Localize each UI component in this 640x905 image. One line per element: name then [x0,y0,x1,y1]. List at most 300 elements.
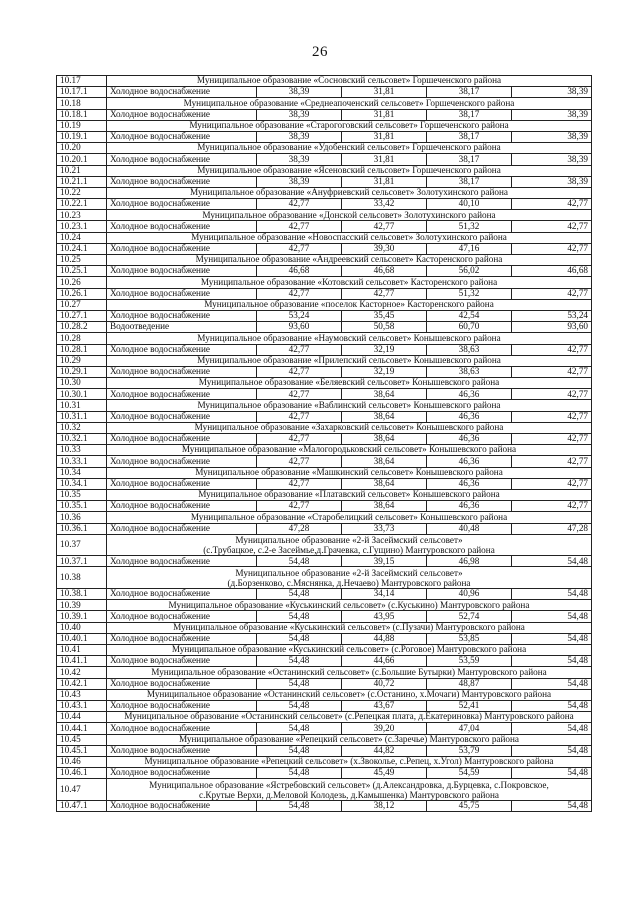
tariff-value: 51,32 [427,221,512,232]
tariff-row [57,310,592,321]
tariff-value: 54,48 [512,678,592,689]
tariff-row [57,656,592,667]
row-number: 10.19.1 [57,131,107,142]
municipality-name [107,422,592,433]
municipality-name [107,689,592,700]
service-name: Холодное водоснабжение [107,768,257,779]
municipality-name-line: Муниципальное образование «Среднеапоченский сельсовет» Горшеченского района [183,97,515,108]
tariff-value: 54,48 [257,678,342,689]
municipality-name-line: Муниципальное образование «Куськинский сельсовет» (с.Пузачи) Мантуровского района [173,622,525,632]
tariff-row [57,501,592,512]
municipality-name [107,512,592,523]
tariff-value: 48,87 [427,678,512,689]
municipality-name [107,299,592,310]
municipality-name-line: (с.Трубацкое, с.2-е Засеймье,д.Грачевка, с.Гущино) Мантуровского района [203,544,495,555]
tariff-value: 46,36 [427,434,512,445]
section-number: 10.21 [57,165,107,176]
municipality-header-row [57,422,592,433]
section-number: 10.34 [57,467,107,478]
row-number: 10.27.1 [57,310,107,321]
section-number: 10.46 [57,756,107,767]
tariff-value: 42,77 [512,456,592,467]
municipality-name [107,378,592,389]
municipality-name-line: Муниципальное образование «Сосновский сельсовет» Горшеченского района [196,75,502,86]
tariff-value: 42,77 [257,243,342,254]
municipality-name-line: Муниципальное образование «Донской сельсовет» Золотухинского района [202,209,496,220]
service-name: Холодное водоснабжение [107,723,257,734]
municipality-header-row [57,600,592,611]
section-number: 10.45 [57,734,107,745]
section-number: 10.35 [57,489,107,500]
municipality-header-row [57,277,592,288]
tariff-value: 42,77 [512,366,592,377]
municipality-name [107,255,592,266]
service-name: Холодное водоснабжение [107,344,257,355]
tariff-value: 38,39 [512,109,592,120]
tariff-value: 54,48 [512,633,592,644]
tariff-value: 42,77 [257,366,342,377]
municipality-name-line: Муниципальное образование «Андреевский сельсовет» Касторенского района [195,254,503,265]
municipality-name-line: Муниципальное образование «Останинский сельсовет» (с.Останино, х.Мочаги) Мантуровского района [146,689,552,700]
tariff-value: 46,36 [427,501,512,512]
municipality-header-row [57,689,592,700]
service-name: Холодное водоснабжение [107,700,257,711]
tariff-value: 42,77 [512,344,592,355]
service-name: Холодное водоснабжение [107,800,257,811]
tariff-value: 33,42 [342,199,427,210]
section-number: 10.22 [57,187,107,198]
tariff-value: 42,77 [257,434,342,445]
tariff-value: 53,85 [427,633,512,644]
municipality-name-line: Муниципальное образование «Репецкий сельсовет» (х.Звоколье, с.Репец, х.Угол) Мантуровского района [144,756,554,767]
municipality-header-row [57,400,592,411]
tariff-value: 42,54 [427,310,512,321]
tariff-row [57,800,592,811]
tariff-value: 42,77 [512,389,592,400]
tariff-row [57,411,592,422]
row-number: 10.47.1 [57,800,107,811]
tariff-value: 38,63 [427,366,512,377]
tariff-row [57,221,592,232]
municipality-name-line: Муниципальное образование «Останинский сельсовет» (с.Репецкая плата, д.Екатериновка) Мантуровского района [124,711,574,722]
tariff-value: 54,48 [257,700,342,711]
row-number: 10.24.1 [57,243,107,254]
tariff-value: 31,81 [342,109,427,120]
municipality-name-line: Муниципальное образование «Машкинский сельсовет» Конышевского района [195,467,503,477]
tariff-value: 42,77 [512,501,592,512]
section-number: 10.30 [57,378,107,389]
service-name: Холодное водоснабжение [107,87,257,98]
tariff-value: 46,68 [257,266,342,277]
row-number: 10.22.1 [57,199,107,210]
section-number: 10.36 [57,512,107,523]
row-number: 10.33.1 [57,456,107,467]
tariff-value: 54,48 [512,768,592,779]
section-number: 10.26 [57,277,107,288]
municipality-name-line: Муниципальное образование «Удобенский сельсовет» Горшеченского района [197,142,501,153]
municipality-header-row [57,232,592,243]
service-name: Холодное водоснабжение [107,656,257,667]
municipality-header-row [57,378,592,389]
tariff-value: 39,20 [342,723,427,734]
row-number: 10.41.1 [57,656,107,667]
tariff-row [57,389,592,400]
section-number: 10.24 [57,232,107,243]
row-number: 10.38.1 [57,589,107,600]
municipality-header-row [57,712,592,723]
municipality-header-row [57,255,592,266]
municipality-name-line: Муниципальное образование «Ваблинский сельсовет» Конышевского района [197,399,501,410]
service-name: Холодное водоснабжение [107,310,257,321]
municipality-header-row [57,120,592,131]
tariff-value: 51,32 [427,288,512,299]
tariff-value: 38,17 [427,154,512,165]
tariff-table [56,75,592,812]
tariff-value: 46,36 [427,456,512,467]
row-number: 10.30.1 [57,389,107,400]
tariff-row [57,199,592,210]
municipality-name [107,120,592,131]
tariff-value: 38,39 [512,176,592,187]
tariff-value: 31,81 [342,87,427,98]
tariff-row [57,478,592,489]
row-number: 10.39.1 [57,611,107,622]
tariff-value: 42,77 [342,221,427,232]
service-name: Холодное водоснабжение [107,154,257,165]
municipality-header-row [57,187,592,198]
tariff-value: 38,64 [342,389,427,400]
tariff-value: 52,74 [427,611,512,622]
municipality-name [107,489,592,500]
row-number: 10.45.1 [57,745,107,756]
section-number: 10.17 [57,76,107,87]
row-number: 10.23.1 [57,221,107,232]
tariff-row [57,243,592,254]
tariff-value: 56,02 [427,266,512,277]
row-number: 10.42.1 [57,678,107,689]
tariff-value: 54,48 [257,768,342,779]
tariff-value: 42,77 [257,288,342,299]
service-name: Холодное водоснабжение [107,288,257,299]
tariff-table-body [57,76,592,812]
municipality-name-line: Муниципальное образование «Старобелицкий сельсовет» Конышевского района [190,511,508,522]
tariff-row [57,633,592,644]
service-name: Водоотведение [107,322,257,333]
municipality-name [107,277,592,288]
tariff-value: 42,77 [512,243,592,254]
tariff-value: 53,24 [257,310,342,321]
tariff-row [57,723,592,734]
tariff-value: 42,77 [257,199,342,210]
municipality-name [107,98,592,109]
tariff-value: 54,48 [512,745,592,756]
tariff-value: 54,48 [257,656,342,667]
tariff-row [57,87,592,98]
service-name: Холодное водоснабжение [107,633,257,644]
service-name: Холодное водоснабжение [107,221,257,232]
municipality-header-row [57,467,592,478]
municipality-name-line: Муниципальное образование «Малогородьковский сельсовет» Конышевского района [181,444,517,455]
section-number: 10.20 [57,143,107,154]
municipality-name [107,734,592,745]
municipality-header-row [57,645,592,656]
service-name: Холодное водоснабжение [107,745,257,756]
municipality-name [107,779,592,801]
section-number: 10.39 [57,600,107,611]
section-number: 10.42 [57,667,107,678]
municipality-name-line: Муниципальное образование «Платавский сельсовет» Конышевского района [198,489,500,500]
municipality-header-row [57,143,592,154]
tariff-value: 42,77 [257,478,342,489]
tariff-value: 46,36 [427,389,512,400]
row-number: 10.17.1 [57,87,107,98]
service-name: Холодное водоснабжение [107,478,257,489]
tariff-value: 53,59 [427,656,512,667]
tariff-row [57,700,592,711]
section-number: 10.47 [57,779,107,801]
tariff-value: 43,95 [342,611,427,622]
tariff-value: 33,73 [342,523,427,534]
municipality-name [107,76,592,87]
tariff-row [57,456,592,467]
tariff-value: 32,19 [342,366,427,377]
tariff-value: 53,24 [512,310,592,321]
tariff-value: 47,16 [427,243,512,254]
tariff-value: 43,67 [342,700,427,711]
section-number: 10.41 [57,645,107,656]
section-number: 10.28 [57,333,107,344]
municipality-name [107,187,592,198]
municipality-name [107,210,592,221]
tariff-value: 38,17 [427,131,512,142]
tariff-value: 38,64 [342,434,427,445]
page-number: 26 [312,44,328,60]
tariff-value: 52,41 [427,700,512,711]
municipality-name [107,232,592,243]
municipality-name-line: Муниципальное образование «Беляевский сельсовет» Конышевского района [198,377,500,388]
tariff-value: 46,36 [427,411,512,422]
municipality-header-row [57,355,592,366]
tariff-value: 38,64 [342,456,427,467]
tariff-value: 38,39 [512,87,592,98]
tariff-value: 54,59 [427,768,512,779]
tariff-value: 40,48 [427,523,512,534]
tariff-value: 45,49 [342,768,427,779]
municipality-name [107,400,592,411]
municipality-name-line: Муниципальное образование «Старогоговский сельсовет» Горшеченского района [189,120,509,131]
tariff-value: 54,48 [257,723,342,734]
service-name: Холодное водоснабжение [107,678,257,689]
municipality-name-line: Муниципальное образование «2-й Засеймский сельсовет» [235,534,463,545]
tariff-value: 38,39 [257,109,342,120]
tariff-value: 40,72 [342,678,427,689]
tariff-value: 31,81 [342,131,427,142]
tariff-value: 47,04 [427,723,512,734]
municipality-name-line: Муниципальное образование «Захарковский сельсовет» Конышевского района [194,422,504,433]
tariff-value: 42,77 [512,221,592,232]
municipality-name [107,712,592,723]
tariff-value: 31,81 [342,176,427,187]
tariff-value: 42,77 [512,478,592,489]
section-number: 10.23 [57,210,107,221]
tariff-row [57,678,592,689]
tariff-value: 40,10 [427,199,512,210]
tariff-value: 45,75 [427,800,512,811]
section-number: 10.38 [57,567,107,589]
tariff-value: 42,77 [257,411,342,422]
row-number: 10.43.1 [57,700,107,711]
tariff-row [57,366,592,377]
municipality-header-row [57,445,592,456]
service-name: Холодное водоснабжение [107,131,257,142]
row-number: 10.34.1 [57,478,107,489]
tariff-row [57,523,592,534]
row-number: 10.26.1 [57,288,107,299]
municipality-name-line: Муниципальное образование «Ястребовский сельсовет» (д.Александровка, д.Бурцевка, с.Покровское, [149,779,549,790]
municipality-name [107,333,592,344]
tariff-value: 54,48 [512,800,592,811]
section-number: 10.29 [57,355,107,366]
tariff-value: 42,77 [512,411,592,422]
municipality-header-row [57,667,592,678]
municipality-header-row [57,165,592,176]
municipality-name [107,600,592,611]
municipality-name-line: Муниципальное образование «Ануфриевский сельсовет» Золотухинского района [190,187,508,198]
service-name: Холодное водоснабжение [107,199,257,210]
municipality-name-line: Муниципальное образование «Котовский сельсовет» Касторенского района [200,276,498,287]
tariff-value: 54,48 [257,745,342,756]
tariff-value: 34,14 [342,589,427,600]
tariff-value: 38,64 [342,478,427,489]
tariff-value: 38,17 [427,109,512,120]
row-number: 10.37.1 [57,556,107,567]
row-number: 10.31.1 [57,411,107,422]
tariff-value: 35,45 [342,310,427,321]
tariff-value: 40,96 [427,589,512,600]
tariff-value: 38,39 [257,176,342,187]
tariff-row [57,131,592,142]
section-number: 10.43 [57,689,107,700]
section-number: 10.37 [57,534,107,556]
section-number: 10.27 [57,299,107,310]
tariff-value: 54,48 [512,700,592,711]
tariff-value: 46,68 [512,266,592,277]
row-number: 10.28.1 [57,344,107,355]
municipality-header-row [57,779,592,801]
row-number: 10.35.1 [57,501,107,512]
service-name: Холодное водоснабжение [107,389,257,400]
tariff-value: 54,48 [257,611,342,622]
tariff-row [57,322,592,333]
municipality-name-line: Муниципальное образование «Куськинский сельсовет» (с.Роговое) Мантуровского района [171,644,527,655]
municipality-name-line: (д.Борзенково, с.Мяснянка, д.Нечаево) Мантуровского района [227,577,471,588]
row-number: 10.28.2 [57,322,107,333]
tariff-value: 44,82 [342,745,427,756]
service-name: Холодное водоснабжение [107,243,257,254]
tariff-value: 46,98 [427,556,512,567]
tariff-row [57,344,592,355]
tariff-value: 54,48 [257,800,342,811]
municipality-header-row [57,567,592,589]
section-number: 10.33 [57,445,107,456]
service-name: Холодное водоснабжение [107,411,257,422]
service-name: Холодное водоснабжение [107,266,257,277]
tariff-value: 47,28 [257,523,342,534]
municipality-name-line: Муниципальное образование «2-й Засеймский сельсовет» [235,567,463,578]
tariff-value: 42,77 [512,434,592,445]
municipality-name [107,645,592,656]
tariff-row [57,434,592,445]
municipality-name-line: Муниципальное образование «Куськинский сельсовет» (с.Куськино) Мантуровского района [168,599,530,610]
municipality-header-row [57,489,592,500]
tariff-value: 46,68 [342,266,427,277]
tariff-value: 46,36 [427,478,512,489]
service-name: Холодное водоснабжение [107,366,257,377]
municipality-header-row [57,622,592,633]
row-number: 10.46.1 [57,768,107,779]
tariff-value: 54,48 [512,611,592,622]
tariff-row [57,109,592,120]
row-number: 10.36.1 [57,523,107,534]
tariff-value: 42,77 [257,221,342,232]
service-name: Холодное водоснабжение [107,109,257,120]
tariff-value: 38,39 [512,154,592,165]
tariff-value: 38,64 [342,501,427,512]
tariff-value: 54,48 [512,723,592,734]
section-number: 10.32 [57,422,107,433]
tariff-value: 60,70 [427,322,512,333]
municipality-header-row [57,534,592,556]
tariff-value: 44,66 [342,656,427,667]
municipality-name [107,756,592,767]
row-number: 10.21.1 [57,176,107,187]
row-number: 10.40.1 [57,633,107,644]
municipality-name [107,667,592,678]
municipality-name-line: Муниципальное образование «Ясеновский сельсовет» Горшеченского района [197,165,501,175]
tariff-value: 42,77 [257,456,342,467]
tariff-value: 53,79 [427,745,512,756]
row-number: 10.29.1 [57,366,107,377]
municipality-name [107,165,592,176]
municipality-name [107,355,592,366]
tariff-value: 54,48 [512,556,592,567]
municipality-name-line: Муниципальное образование «Прилепский сельсовет» Конышевского района [197,355,501,365]
tariff-value: 54,48 [257,589,342,600]
tariff-row [57,176,592,187]
service-name: Холодное водоснабжение [107,176,257,187]
tariff-value: 32,19 [342,344,427,355]
tariff-value: 38,39 [257,87,342,98]
tariff-row [57,266,592,277]
tariff-value: 50,58 [342,322,427,333]
tariff-value: 38,39 [257,131,342,142]
tariff-value: 38,12 [342,800,427,811]
service-name: Холодное водоснабжение [107,434,257,445]
municipality-header-row [57,76,592,87]
municipality-name-line: с.Крутые Верхи, д.Меловой Колодезь, д.Камышенка) Мантуровского района [199,789,499,800]
section-number: 10.44 [57,712,107,723]
municipality-name-line: Муниципальное образование «Наумовский сельсовет» Конышевского района [197,332,501,343]
tariff-value: 93,60 [257,322,342,333]
tariff-value: 38,64 [342,411,427,422]
tariff-row [57,768,592,779]
service-name: Холодное водоснабжение [107,523,257,534]
municipality-header-row [57,734,592,745]
tariff-value: 42,77 [257,344,342,355]
municipality-header-row [57,210,592,221]
municipality-name-line: Муниципальное образование «Репецкий сельсовет» (с.Заречье) Мантуровского района [178,734,519,744]
municipality-header-row [57,512,592,523]
